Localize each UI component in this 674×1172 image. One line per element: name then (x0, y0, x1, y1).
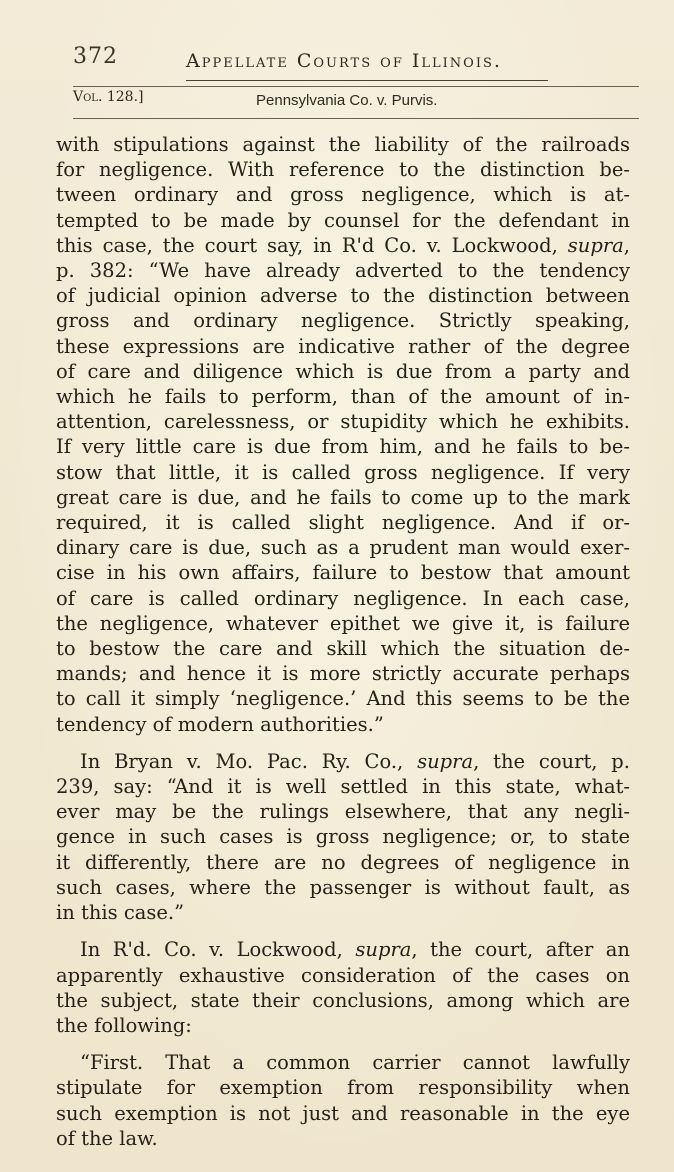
page-number: 372 (73, 44, 118, 69)
text-line: stipulate for exemption from responsibility when (56, 1076, 630, 1100)
text-line: of the law. (56, 1126, 158, 1150)
text-line: it differently, there are no degrees of negligence in (56, 850, 630, 874)
text-line: tween ordinary and gross negligence, which is at- (56, 183, 630, 207)
case-title: Pennsylvania Co. v. Purvis. (256, 92, 438, 109)
text-line: 239, say: “And it is well settled in this state, what- (56, 775, 630, 799)
text-line: to bestow the care and skill which the situation de- (56, 637, 630, 661)
text-line: stow that little, it is called gross negligence. If very (56, 460, 630, 484)
text-line: in this case.” (56, 901, 185, 925)
text-line: gence in such cases is gross negligence; or, to state (56, 825, 630, 849)
text-line: tempted to be made by counsel for the defendant in (56, 208, 630, 232)
text-line: apparently exhaustive consideration of the cases on (56, 963, 630, 987)
header-rule-top (186, 80, 548, 81)
text-line: “First. That a common carrier cannot lawfully (80, 1051, 630, 1075)
text-line: these expressions are indicative rather of the degree (56, 334, 630, 358)
text-line: this case, the court say, in R'd Co. v. Lockwood, supra, (56, 233, 630, 257)
header-rule-bottom (73, 118, 639, 119)
body-text (56, 132, 630, 1151)
text-line: such cases, where the passenger is without fault, as (56, 875, 630, 899)
volume-label: Vol. 128.] (73, 89, 144, 105)
paragraph-1 (56, 132, 630, 737)
paragraph-4 (56, 1050, 630, 1151)
text-line: In R'd. Co. v. Lockwood, supra, the court, after an (80, 938, 630, 962)
text-line: the following: (56, 1013, 192, 1037)
text-line: mands; and hence it is more strictly accurate perhaps (56, 662, 630, 686)
text-line: such exemption is not just and reasonable in the eye (56, 1101, 630, 1125)
text-line: cise in his own affairs, failure to bestow that amount (56, 561, 630, 585)
text-line: of care is called ordinary negligence. In each case, (56, 586, 630, 610)
paragraph-2 (56, 749, 630, 925)
text-line: with stipulations against the liability of the railroads (56, 133, 630, 156)
text-line: which he fails to perform, than of the amount of in- (56, 385, 630, 409)
text-line: for negligence. With reference to the distinction be- (56, 158, 630, 182)
text-line: to call it simply ‘negligence.’ And this seems to be the (56, 687, 630, 711)
text-line: of care and diligence which is due from a party and (56, 359, 630, 383)
text-line: gross and ordinary negligence. Strictly speaking, (56, 309, 630, 333)
text-line: In Bryan v. Mo. Pac. Ry. Co., supra, the court, p. (80, 749, 630, 773)
text-line: of judicial opinion adverse to the distinction between (56, 284, 630, 308)
paragraph-3 (56, 937, 630, 1038)
text-line: dinary care is due, such as a prudent man would exer- (56, 536, 630, 560)
header-rule-long (73, 86, 639, 87)
text-line: required, it is called slight negligence. And if or- (56, 511, 630, 535)
text-line: p. 382: “We have already adverted to the tendency (56, 259, 630, 283)
running-title: Appellate Courts of Illinois. (186, 50, 502, 72)
text-line: attention, carelessness, or stupidity which he exhibits. (56, 410, 630, 434)
text-line: great care is due, and he fails to come up to the mark (56, 485, 630, 509)
text-line: tendency of modern authorities.” (56, 712, 384, 736)
text-line: ever may be the rulings elsewhere, that any negli- (56, 800, 630, 824)
text-line: If very little care is due from him, and he fails to be- (56, 435, 630, 459)
text-line: the negligence, whatever epithet we give it, is failure (56, 611, 630, 635)
text-line: the subject, state their conclusions, among which are (56, 988, 630, 1012)
